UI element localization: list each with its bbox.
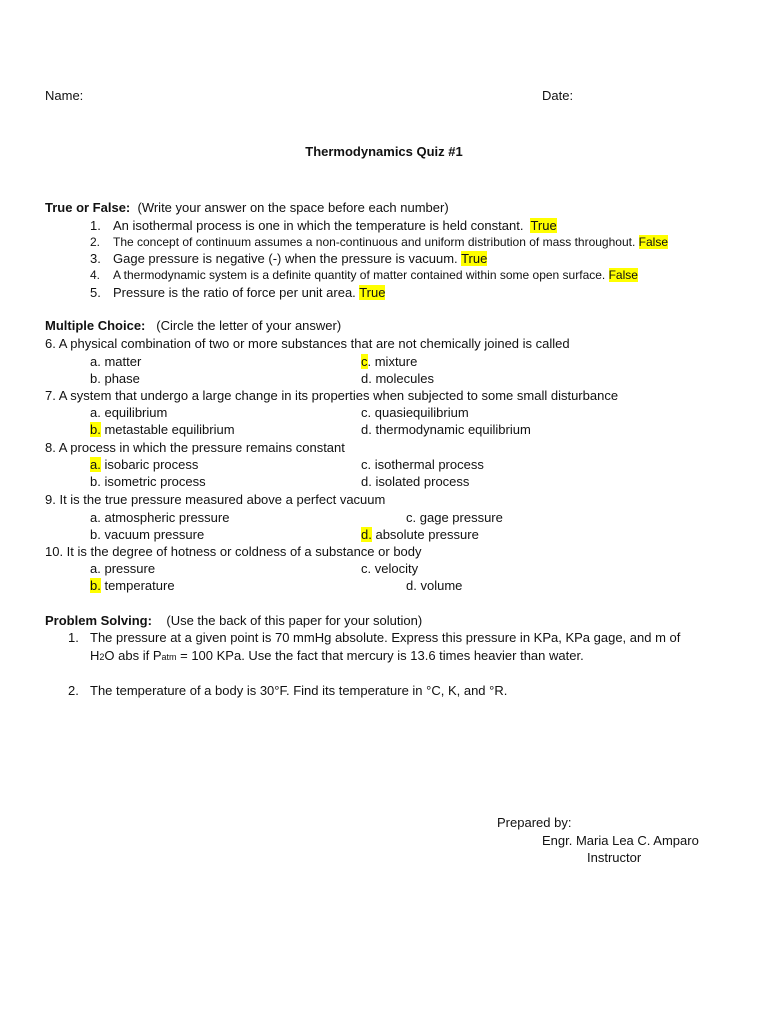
ps-problem-2	[68, 683, 508, 699]
prepared-by-label: Prepared by:	[497, 815, 572, 830]
mc-option-c	[361, 457, 484, 473]
mc-option-a	[90, 457, 198, 473]
mc-option-b	[90, 371, 140, 387]
option-text: absolute pressure	[375, 527, 479, 542]
mc-option-a	[90, 510, 229, 526]
tf-item-num: 4.	[90, 268, 101, 282]
tf-item-4	[90, 267, 638, 283]
mc-option-a	[90, 405, 167, 421]
mc-option-c	[406, 510, 503, 526]
instructor-role: Instructor	[587, 850, 642, 865]
mc-question-stem: 9. It is the true pressure measured above a perfect vacuum	[45, 492, 386, 507]
option-text: metastable equilibrium	[104, 422, 235, 437]
mc-option-d	[361, 422, 531, 438]
option-letter-answer: b.	[90, 578, 101, 593]
tf-item-text: The concept of continuum assumes a non-continuous and uniform distribution of mass throughout.	[113, 235, 636, 249]
ps-instruction: (Use the back of this paper for your solution)	[166, 613, 423, 628]
mc-question-stem: 7. A system that undergo a large change in its properties when subjected to some small disturbance	[45, 388, 619, 403]
option-letter: c.	[361, 405, 372, 420]
date-label: Date:	[542, 88, 574, 103]
tf-item-5	[90, 285, 386, 301]
option-letter: d.	[361, 474, 372, 489]
tf-instruction: (Write your answer on the space before each number)	[137, 200, 449, 215]
option-letter: b.	[90, 371, 101, 386]
option-letter-answer: b.	[90, 422, 101, 437]
tf-answer: False	[638, 235, 668, 249]
option-text: matter	[104, 354, 142, 369]
option-letter: a.	[90, 510, 101, 525]
option-letter: a.	[90, 561, 101, 576]
mc-option-d	[361, 474, 469, 490]
option-text: thermodynamic equilibrium	[375, 422, 531, 437]
ps-text-line1: The pressure at a given point is 70 mmHg absolute. Express this pressure in KPa, KPa gage, and m of	[90, 630, 681, 645]
mc-option-c	[361, 354, 417, 370]
tf-item-num: 1.	[90, 218, 101, 233]
option-text: quasiequilibrium	[374, 405, 469, 420]
tf-item-num: 2.	[90, 235, 101, 249]
mc-option-c	[361, 561, 418, 577]
mc-instruction: (Circle the letter of your answer)	[156, 318, 342, 333]
option-letter: d.	[361, 422, 372, 437]
option-letter-answer: d.	[361, 527, 372, 542]
mc-option-d	[406, 578, 462, 594]
tf-item-2	[90, 234, 668, 250]
ps-section-header	[45, 613, 422, 629]
option-text: phase	[104, 371, 140, 386]
option-text: isothermal process	[374, 457, 484, 472]
option-letter: c.	[406, 510, 417, 525]
tf-item-1	[90, 218, 557, 234]
tf-item-text: A thermodynamic system is a definite quantity of matter contained within some open surface.	[113, 268, 606, 282]
tf-item-num: 3.	[90, 251, 101, 266]
tf-answer: True	[530, 218, 557, 233]
mc-option-d	[361, 527, 479, 543]
mc-option-a	[90, 561, 155, 577]
mc-option-b	[90, 578, 175, 594]
option-text: isometric process	[104, 474, 206, 489]
tf-item-text: Pressure is the ratio of force per unit area.	[113, 285, 356, 300]
ps-problem-1	[68, 630, 681, 646]
tf-item-text: An isothermal process is one in which the temperature is held constant.	[113, 218, 524, 233]
option-text: pressure	[104, 561, 156, 576]
option-text: . mixture	[367, 354, 418, 369]
tf-answer: True	[359, 285, 386, 300]
option-letter: a.	[90, 354, 101, 369]
option-letter: c.	[361, 561, 372, 576]
tf-answer: True	[461, 251, 488, 266]
ps-num: 2.	[68, 683, 79, 698]
option-text: equilibrium	[104, 405, 168, 420]
option-text: molecules	[375, 371, 434, 386]
option-text: volume	[420, 578, 463, 593]
ps-heading: Problem Solving:	[45, 613, 152, 628]
tf-item-3	[90, 251, 488, 267]
tf-heading: True or False:	[45, 200, 131, 215]
option-letter: a.	[90, 405, 101, 420]
option-text: vacuum pressure	[104, 527, 205, 542]
option-letter: d.	[361, 371, 372, 386]
mc-option-b	[90, 474, 206, 490]
tf-section-header	[45, 200, 449, 216]
option-letter: c.	[361, 457, 372, 472]
mc-option-a	[90, 354, 141, 370]
ps-num: 1.	[68, 630, 79, 645]
option-text: velocity	[374, 561, 419, 576]
option-letter: b.	[90, 474, 101, 489]
mc-question-stem: 6. A physical combination of two or more substances that are not chemically joined is called	[45, 336, 570, 351]
page-title: Thermodynamics Quiz #1	[305, 144, 463, 159]
option-letter-answer: c	[361, 354, 368, 369]
mc-option-b	[90, 527, 204, 543]
option-letter: d.	[406, 578, 417, 593]
mc-question-stem: 10. It is the degree of hotness or coldness of a substance or body	[45, 544, 422, 559]
option-text: temperature	[104, 578, 175, 593]
instructor-name: Engr. Maria Lea C. Amparo	[542, 833, 699, 848]
option-text: isobaric process	[104, 457, 199, 472]
name-label: Name:	[45, 88, 84, 103]
option-letter-answer: a.	[90, 457, 101, 472]
tf-item-num: 5.	[90, 285, 101, 300]
mc-option-c	[361, 405, 469, 421]
option-text: atmospheric pressure	[104, 510, 230, 525]
tf-answer: False	[608, 268, 638, 282]
tf-item-text: Gage pressure is negative (-) when the pressure is vacuum.	[113, 251, 458, 266]
option-text: gage pressure	[419, 510, 503, 525]
mc-question-stem: 8. A process in which the pressure remains constant	[45, 440, 345, 455]
option-letter: b.	[90, 527, 101, 542]
mc-option-b	[90, 422, 235, 438]
mc-heading: Multiple Choice:	[45, 318, 146, 333]
ps-text: The temperature of a body is 30°F. Find its temperature in °C, K, and °R.	[90, 683, 508, 698]
mc-option-d	[361, 371, 434, 387]
option-text: isolated process	[375, 474, 470, 489]
ps-problem-1-line2: H2O abs if Patm = 100 KPa. Use the fact that mercury is 13.6 times heavier than water.	[90, 648, 584, 663]
mc-section-header	[45, 318, 341, 334]
